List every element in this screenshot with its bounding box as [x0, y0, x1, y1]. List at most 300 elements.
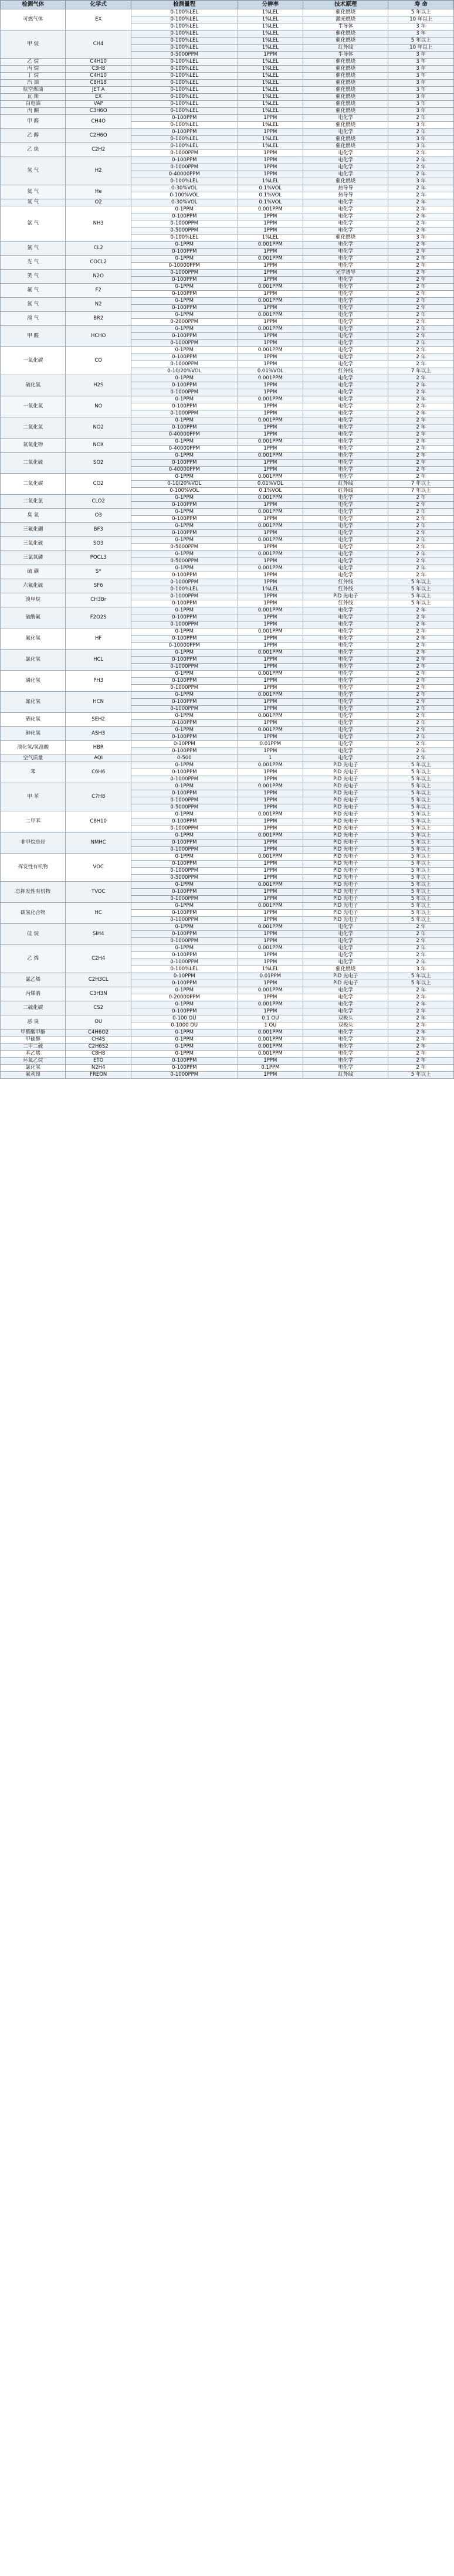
cell-range: 0-100%LEL	[131, 108, 238, 115]
cell-gas: 氟 气	[1, 284, 66, 298]
cell-range: 0-1PPM	[131, 671, 238, 678]
table-row	[1, 108, 454, 115]
cell-range: 0-1PPM	[131, 396, 238, 403]
cell-life: 2 年	[388, 417, 454, 424]
table-row	[1, 206, 454, 213]
table-row	[1, 1072, 454, 1079]
cell-range: 0-100%LEL	[131, 143, 238, 150]
cell-resolution: 1PPM	[238, 734, 303, 741]
cell-technology: PID 光电子	[303, 790, 388, 797]
table-row	[1, 671, 454, 678]
cell-life: 2 年	[388, 1022, 454, 1029]
cell-resolution: 0.001PPM	[238, 537, 303, 544]
col-header-technology: 技术原理	[303, 1, 388, 9]
cell-resolution: 0.001PPM	[238, 551, 303, 558]
cell-life: 2 年	[388, 938, 454, 945]
cell-range: 0-1000PPM	[131, 389, 238, 396]
cell-range: 0-1PPM	[131, 509, 238, 516]
cell-technology: 催化燃烧	[303, 73, 388, 80]
cell-resolution: 1%LEL	[238, 16, 303, 23]
cell-range: 0-40000PPM	[131, 171, 238, 178]
cell-gas: 乙 烷	[1, 59, 66, 66]
cell-resolution: 0.01PPM	[238, 973, 303, 980]
cell-formula: H2	[66, 157, 131, 185]
cell-formula: N2H4	[66, 1065, 131, 1072]
cell-resolution: 1%LEL	[238, 66, 303, 73]
cell-range: 0-100 OU	[131, 1015, 238, 1022]
cell-resolution: 0.001PPM	[238, 987, 303, 994]
cell-gas: 氟利昂	[1, 1072, 66, 1079]
cell-range: 0-10000PPM	[131, 263, 238, 270]
cell-resolution: 1PPM	[238, 720, 303, 727]
cell-resolution: 1PPM	[238, 1008, 303, 1015]
cell-life: 2 年	[388, 987, 454, 994]
table-row	[1, 347, 454, 354]
cell-resolution: 1PPM	[238, 917, 303, 924]
cell-range: 0-1000PPM	[131, 959, 238, 966]
cell-range: 0-100PPM	[131, 699, 238, 706]
cell-life: 2 年	[388, 424, 454, 431]
cell-resolution: 0.001PPM	[238, 882, 303, 889]
cell-resolution: 1PPM	[238, 840, 303, 847]
cell-range: 0-100PPM	[131, 305, 238, 312]
cell-range: 0-100PPM	[131, 600, 238, 607]
cell-range: 0-1000PPM	[131, 664, 238, 671]
cell-gas: 砷化氢	[1, 727, 66, 741]
cell-range: 0-500	[131, 755, 238, 762]
cell-technology: 电化学	[303, 1029, 388, 1036]
cell-range: 0-100PPM	[131, 382, 238, 389]
cell-life: 2 年	[388, 431, 454, 439]
table-row	[1, 80, 454, 87]
cell-resolution: 1PPM	[238, 959, 303, 966]
cell-resolution: 1PPM	[238, 861, 303, 868]
cell-resolution: 0.001PPM	[238, 417, 303, 424]
cell-gas: 二氧化氮	[1, 417, 66, 439]
cell-resolution: 1PPM	[238, 825, 303, 832]
cell-resolution: 1%LEL	[238, 59, 303, 66]
cell-technology: 催化燃烧	[303, 30, 388, 38]
cell-formula: NO	[66, 396, 131, 417]
table-row	[1, 579, 454, 586]
cell-resolution: 1PPM	[238, 699, 303, 706]
cell-gas: 甲 醛	[1, 115, 66, 129]
cell-life: 2 年	[388, 347, 454, 354]
cell-life: 5 年以上	[388, 783, 454, 790]
table-row	[1, 762, 454, 769]
cell-range: 0-1PPM	[131, 565, 238, 572]
cell-gas: 三氧化硫	[1, 537, 66, 551]
cell-resolution: 1PPM	[238, 657, 303, 664]
cell-resolution: 0.001PPM	[238, 312, 303, 319]
cell-gas: 氟化氢	[1, 628, 66, 650]
cell-technology: 电化学	[303, 382, 388, 389]
cell-resolution: 0.001PPM	[238, 628, 303, 635]
cell-technology: 电化学	[303, 417, 388, 424]
cell-formula: O3	[66, 509, 131, 523]
cell-resolution: 0.001PPM	[238, 1044, 303, 1051]
cell-resolution: 1PPM	[238, 614, 303, 621]
cell-technology: 电化学	[303, 284, 388, 291]
cell-formula: FREON	[66, 1072, 131, 1079]
cell-life: 2 年	[388, 249, 454, 256]
cell-resolution: 1PPM	[238, 558, 303, 565]
cell-technology: 电化学	[303, 530, 388, 537]
cell-life: 5 年以上	[388, 804, 454, 811]
cell-resolution: 1%LEL	[238, 586, 303, 593]
cell-formula: C8H10	[66, 811, 131, 832]
cell-life: 2 年	[388, 284, 454, 291]
cell-range: 0-1PPM	[131, 1051, 238, 1058]
cell-life: 2 年	[388, 1015, 454, 1022]
cell-life: 2 年	[388, 1058, 454, 1065]
cell-resolution: 1%LEL	[238, 38, 303, 45]
cell-formula: CH4	[66, 30, 131, 59]
cell-life: 5 年以上	[388, 9, 454, 16]
cell-life: 2 年	[388, 924, 454, 931]
cell-life: 2 年	[388, 157, 454, 164]
cell-gas: 溴甲烷	[1, 593, 66, 607]
cell-gas: 硫 磺	[1, 565, 66, 579]
cell-technology: 电化学	[303, 375, 388, 382]
cell-range: 0-1000PPM	[131, 847, 238, 854]
cell-technology: 电化学	[303, 396, 388, 403]
table-row	[1, 741, 454, 748]
cell-formula: PH3	[66, 671, 131, 692]
cell-formula: SEH2	[66, 713, 131, 727]
cell-gas: 总挥发性有机物	[1, 882, 66, 903]
cell-range: 0-40000PPM	[131, 431, 238, 439]
cell-range: 0-1PPM	[131, 523, 238, 530]
cell-range: 0-100PPM	[131, 530, 238, 537]
cell-resolution: 0.1%VOL	[238, 192, 303, 199]
cell-technology: 电化学	[303, 628, 388, 635]
cell-life: 2 年	[388, 410, 454, 417]
cell-formula: TVOC	[66, 882, 131, 903]
cell-range: 0-100%LEL	[131, 59, 238, 66]
cell-technology: 电化学	[303, 1036, 388, 1044]
cell-technology: 电化学	[303, 537, 388, 544]
cell-technology: 电化学	[303, 312, 388, 319]
cell-range: 0-5000PPM	[131, 558, 238, 565]
cell-life: 3 年	[388, 87, 454, 94]
cell-range: 0-1PPM	[131, 1029, 238, 1036]
cell-range: 0-1PPM	[131, 903, 238, 910]
cell-range: 0-10000PPM	[131, 643, 238, 650]
cell-range: 0-10PPM	[131, 973, 238, 980]
cell-range: 0-30%VOL	[131, 199, 238, 206]
cell-life: 5 年以上	[388, 790, 454, 797]
cell-technology: PID 光电子	[303, 762, 388, 769]
cell-technology: 电化学	[303, 439, 388, 446]
cell-life: 2 年	[388, 572, 454, 579]
cell-life: 5 年以上	[388, 579, 454, 586]
cell-gas: 甲醛酸甲酯	[1, 1029, 66, 1036]
cell-technology: 电化学	[303, 340, 388, 347]
cell-resolution: 1PPM	[238, 467, 303, 474]
cell-range: 0-100PPM	[131, 748, 238, 755]
header-row	[1, 1, 454, 9]
cell-technology: 电化学	[303, 460, 388, 467]
cell-range: 0-1000PPM	[131, 361, 238, 368]
cell-range: 0-100PPM	[131, 249, 238, 256]
cell-gas: 乙 烯	[1, 945, 66, 973]
cell-life: 5 年以上	[388, 917, 454, 924]
cell-life: 5 年以上	[388, 840, 454, 847]
cell-formula: BF3	[66, 523, 131, 537]
cell-resolution: 0.001PPM	[238, 439, 303, 446]
cell-resolution: 1PPM	[238, 213, 303, 220]
cell-formula: SO3	[66, 537, 131, 551]
cell-resolution: 0.001PPM	[238, 713, 303, 720]
cell-technology: 红外线	[303, 579, 388, 586]
table-row	[1, 495, 454, 502]
cell-technology: 催化燃烧	[303, 59, 388, 66]
table-row	[1, 256, 454, 263]
cell-life: 2 年	[388, 312, 454, 319]
table-row	[1, 551, 454, 558]
cell-resolution: 1PPM	[238, 952, 303, 959]
cell-technology: 电化学	[303, 220, 388, 227]
cell-formula: BR2	[66, 312, 131, 326]
cell-technology: 电化学	[303, 734, 388, 741]
cell-resolution: 0.001PPM	[238, 1051, 303, 1058]
table-row	[1, 973, 454, 980]
cell-range: 0-100%LEL	[131, 136, 238, 143]
cell-technology: 电化学	[303, 171, 388, 178]
cell-resolution: 0.1 OU	[238, 1015, 303, 1022]
cell-technology: 电化学	[303, 959, 388, 966]
cell-formula: C3H6O	[66, 108, 131, 115]
cell-range: 0-100PPM	[131, 572, 238, 579]
cell-resolution: 1PPM	[238, 600, 303, 607]
cell-formula: NOX	[66, 439, 131, 453]
table-row	[1, 727, 454, 734]
cell-technology: 电化学	[303, 263, 388, 270]
cell-life: 2 年	[388, 467, 454, 474]
cell-gas: 二硫化碳	[1, 1001, 66, 1015]
cell-resolution: 0.001PPM	[238, 854, 303, 861]
cell-range: 0-1PPM	[131, 1044, 238, 1051]
cell-range: 0-5000PPM	[131, 544, 238, 551]
table-row	[1, 593, 454, 600]
cell-range: 0-1000 OU	[131, 1022, 238, 1029]
cell-life: 2 年	[388, 931, 454, 938]
cell-resolution: 1PPM	[238, 868, 303, 875]
cell-technology: 电化学	[303, 685, 388, 692]
cell-life: 3 年	[388, 122, 454, 129]
cell-resolution: 0.01%VOL	[238, 481, 303, 488]
cell-life: 2 年	[388, 298, 454, 305]
cell-technology: 电化学	[303, 523, 388, 530]
cell-technology: 电化学	[303, 664, 388, 671]
cell-gas: 臭 氧	[1, 509, 66, 523]
cell-technology: 电化学	[303, 115, 388, 122]
cell-life: 3 年	[388, 73, 454, 80]
cell-gas: 挥发性有机物	[1, 854, 66, 882]
cell-technology: 电化学	[303, 635, 388, 643]
cell-life: 2 年	[388, 727, 454, 734]
cell-technology: PID 光电子	[303, 840, 388, 847]
cell-resolution: 1PPM	[238, 319, 303, 326]
table-row	[1, 59, 454, 66]
cell-range: 0-100%LEL	[131, 966, 238, 973]
cell-range: 0-1PPM	[131, 537, 238, 544]
cell-resolution: 1PPM	[238, 889, 303, 896]
cell-range: 0-40000PPM	[131, 446, 238, 453]
cell-technology: PID 光电子	[303, 910, 388, 917]
cell-technology: 电化学	[303, 558, 388, 565]
table-row	[1, 284, 454, 291]
cell-range: 0-100%LEL	[131, 101, 238, 108]
cell-gas: 氨 气	[1, 206, 66, 242]
cell-technology: 电化学	[303, 249, 388, 256]
cell-life: 2 年	[388, 171, 454, 178]
cell-technology: 电化学	[303, 446, 388, 453]
cell-formula: POCL3	[66, 551, 131, 565]
cell-life: 2 年	[388, 270, 454, 277]
table-row	[1, 1051, 454, 1058]
cell-life: 5 年以上	[388, 776, 454, 783]
cell-life: 10 年以上	[388, 16, 454, 23]
cell-life: 2 年	[388, 474, 454, 481]
cell-technology: 电化学	[303, 987, 388, 994]
cell-technology: 电化学	[303, 1058, 388, 1065]
cell-range: 0-1PPM	[131, 713, 238, 720]
cell-technology: 电化学	[303, 572, 388, 579]
cell-resolution: 1PPM	[238, 776, 303, 783]
cell-range: 0-10/20%VOL	[131, 481, 238, 488]
cell-technology: 红外线	[303, 368, 388, 375]
cell-resolution: 1%LEL	[238, 136, 303, 143]
cell-range: 0-100%LEL	[131, 586, 238, 593]
cell-gas: 乙 醇	[1, 129, 66, 143]
cell-life: 2 年	[388, 530, 454, 537]
cell-technology: 电化学	[303, 347, 388, 354]
cell-range: 0-1000PPM	[131, 164, 238, 171]
cell-life: 2 年	[388, 340, 454, 347]
cell-resolution: 0.001PPM	[238, 727, 303, 734]
cell-technology: PID 光电子	[303, 825, 388, 832]
cell-range: 0-10/20%VOL	[131, 368, 238, 375]
cell-formula: F2O2S	[66, 607, 131, 628]
cell-resolution: 1PPM	[238, 277, 303, 284]
cell-life: 5 年以上	[388, 825, 454, 832]
cell-resolution: 1PPM	[238, 931, 303, 938]
cell-life: 5 年以上	[388, 847, 454, 854]
table-row	[1, 326, 454, 333]
cell-gas: 可燃气体	[1, 9, 66, 30]
cell-range: 0-5000PPM	[131, 875, 238, 882]
cell-resolution: 1PPM	[238, 431, 303, 439]
cell-life: 2 年	[388, 185, 454, 192]
cell-resolution: 0.001PPM	[238, 347, 303, 354]
cell-gas: 甲硫醇	[1, 1036, 66, 1044]
cell-life: 2 年	[388, 713, 454, 720]
cell-life: 2 年	[388, 994, 454, 1001]
cell-formula: C4H10	[66, 59, 131, 66]
cell-technology: 红外线	[303, 488, 388, 495]
cell-gas: 空气质量	[1, 755, 66, 762]
cell-life: 2 年	[388, 375, 454, 382]
cell-formula: F2	[66, 284, 131, 298]
cell-technology: 电化学	[303, 1008, 388, 1015]
cell-formula: VOC	[66, 854, 131, 882]
cell-life: 2 年	[388, 164, 454, 171]
cell-range: 0-100PPM	[131, 840, 238, 847]
cell-formula: EX	[66, 9, 131, 30]
cell-range: 0-100PPM	[131, 861, 238, 868]
cell-range: 0-1000PPM	[131, 270, 238, 277]
cell-resolution: 0.001PPM	[238, 256, 303, 263]
gas-detection-spec-table	[0, 0, 454, 1079]
cell-range: 0-100%LEL	[131, 9, 238, 16]
cell-gas: 三氟化硼	[1, 523, 66, 537]
cell-range: 0-100PPM	[131, 635, 238, 643]
cell-range: 0-100%VOL	[131, 488, 238, 495]
cell-gas: 苯乙烯	[1, 1051, 66, 1058]
cell-life: 3 年	[388, 966, 454, 973]
cell-resolution: 1PPM	[238, 410, 303, 417]
cell-technology: 热导导	[303, 192, 388, 199]
cell-life: 2 年	[388, 403, 454, 410]
cell-technology: PID 光电子	[303, 804, 388, 811]
cell-life: 5 年以上	[388, 797, 454, 804]
cell-technology: 电化学	[303, 361, 388, 368]
cell-technology: 电化学	[303, 1044, 388, 1051]
cell-technology: 电化学	[303, 1065, 388, 1072]
cell-technology: 电化学	[303, 1001, 388, 1008]
cell-resolution: 1PPM	[238, 678, 303, 685]
table-row	[1, 157, 454, 164]
cell-formula: AQI	[66, 755, 131, 762]
cell-resolution: 1PPM	[238, 171, 303, 178]
cell-life: 2 年	[388, 657, 454, 664]
cell-life: 2 年	[388, 333, 454, 340]
cell-life: 5 年以上	[388, 861, 454, 868]
cell-life: 2 年	[388, 621, 454, 628]
cell-life: 2 年	[388, 643, 454, 650]
cell-technology: 电化学	[303, 945, 388, 952]
cell-formula: OU	[66, 1015, 131, 1029]
cell-technology: 红外线	[303, 481, 388, 488]
cell-resolution: 0.001PPM	[238, 1001, 303, 1008]
cell-technology: PID 光电子	[303, 889, 388, 896]
cell-range: 0-100PPM	[131, 115, 238, 122]
cell-technology: 电化学	[303, 157, 388, 164]
cell-resolution: 0.1%VOL	[238, 488, 303, 495]
cell-resolution: 0.001PPM	[238, 945, 303, 952]
cell-range: 0-100PPM	[131, 614, 238, 621]
cell-formula: C6H6	[66, 762, 131, 783]
col-header-formula: 化学式	[66, 1, 131, 9]
cell-life: 2 年	[388, 291, 454, 298]
cell-formula: He	[66, 185, 131, 199]
cell-gas: 丙 烷	[1, 66, 66, 73]
cell-resolution: 1PPM	[238, 544, 303, 551]
cell-range: 0-100%LEL	[131, 23, 238, 30]
cell-range: 0-1PPM	[131, 551, 238, 558]
cell-resolution: 1PPM	[238, 502, 303, 509]
cell-range: 0-5000PPM	[131, 227, 238, 235]
cell-formula: C2H6O	[66, 129, 131, 143]
cell-range: 0-1PPM	[131, 727, 238, 734]
cell-formula: HCL	[66, 650, 131, 671]
cell-life: 2 年	[388, 558, 454, 565]
table-row	[1, 713, 454, 720]
cell-range: 0-100PPM	[131, 354, 238, 361]
cell-resolution: 1PPM	[238, 847, 303, 854]
